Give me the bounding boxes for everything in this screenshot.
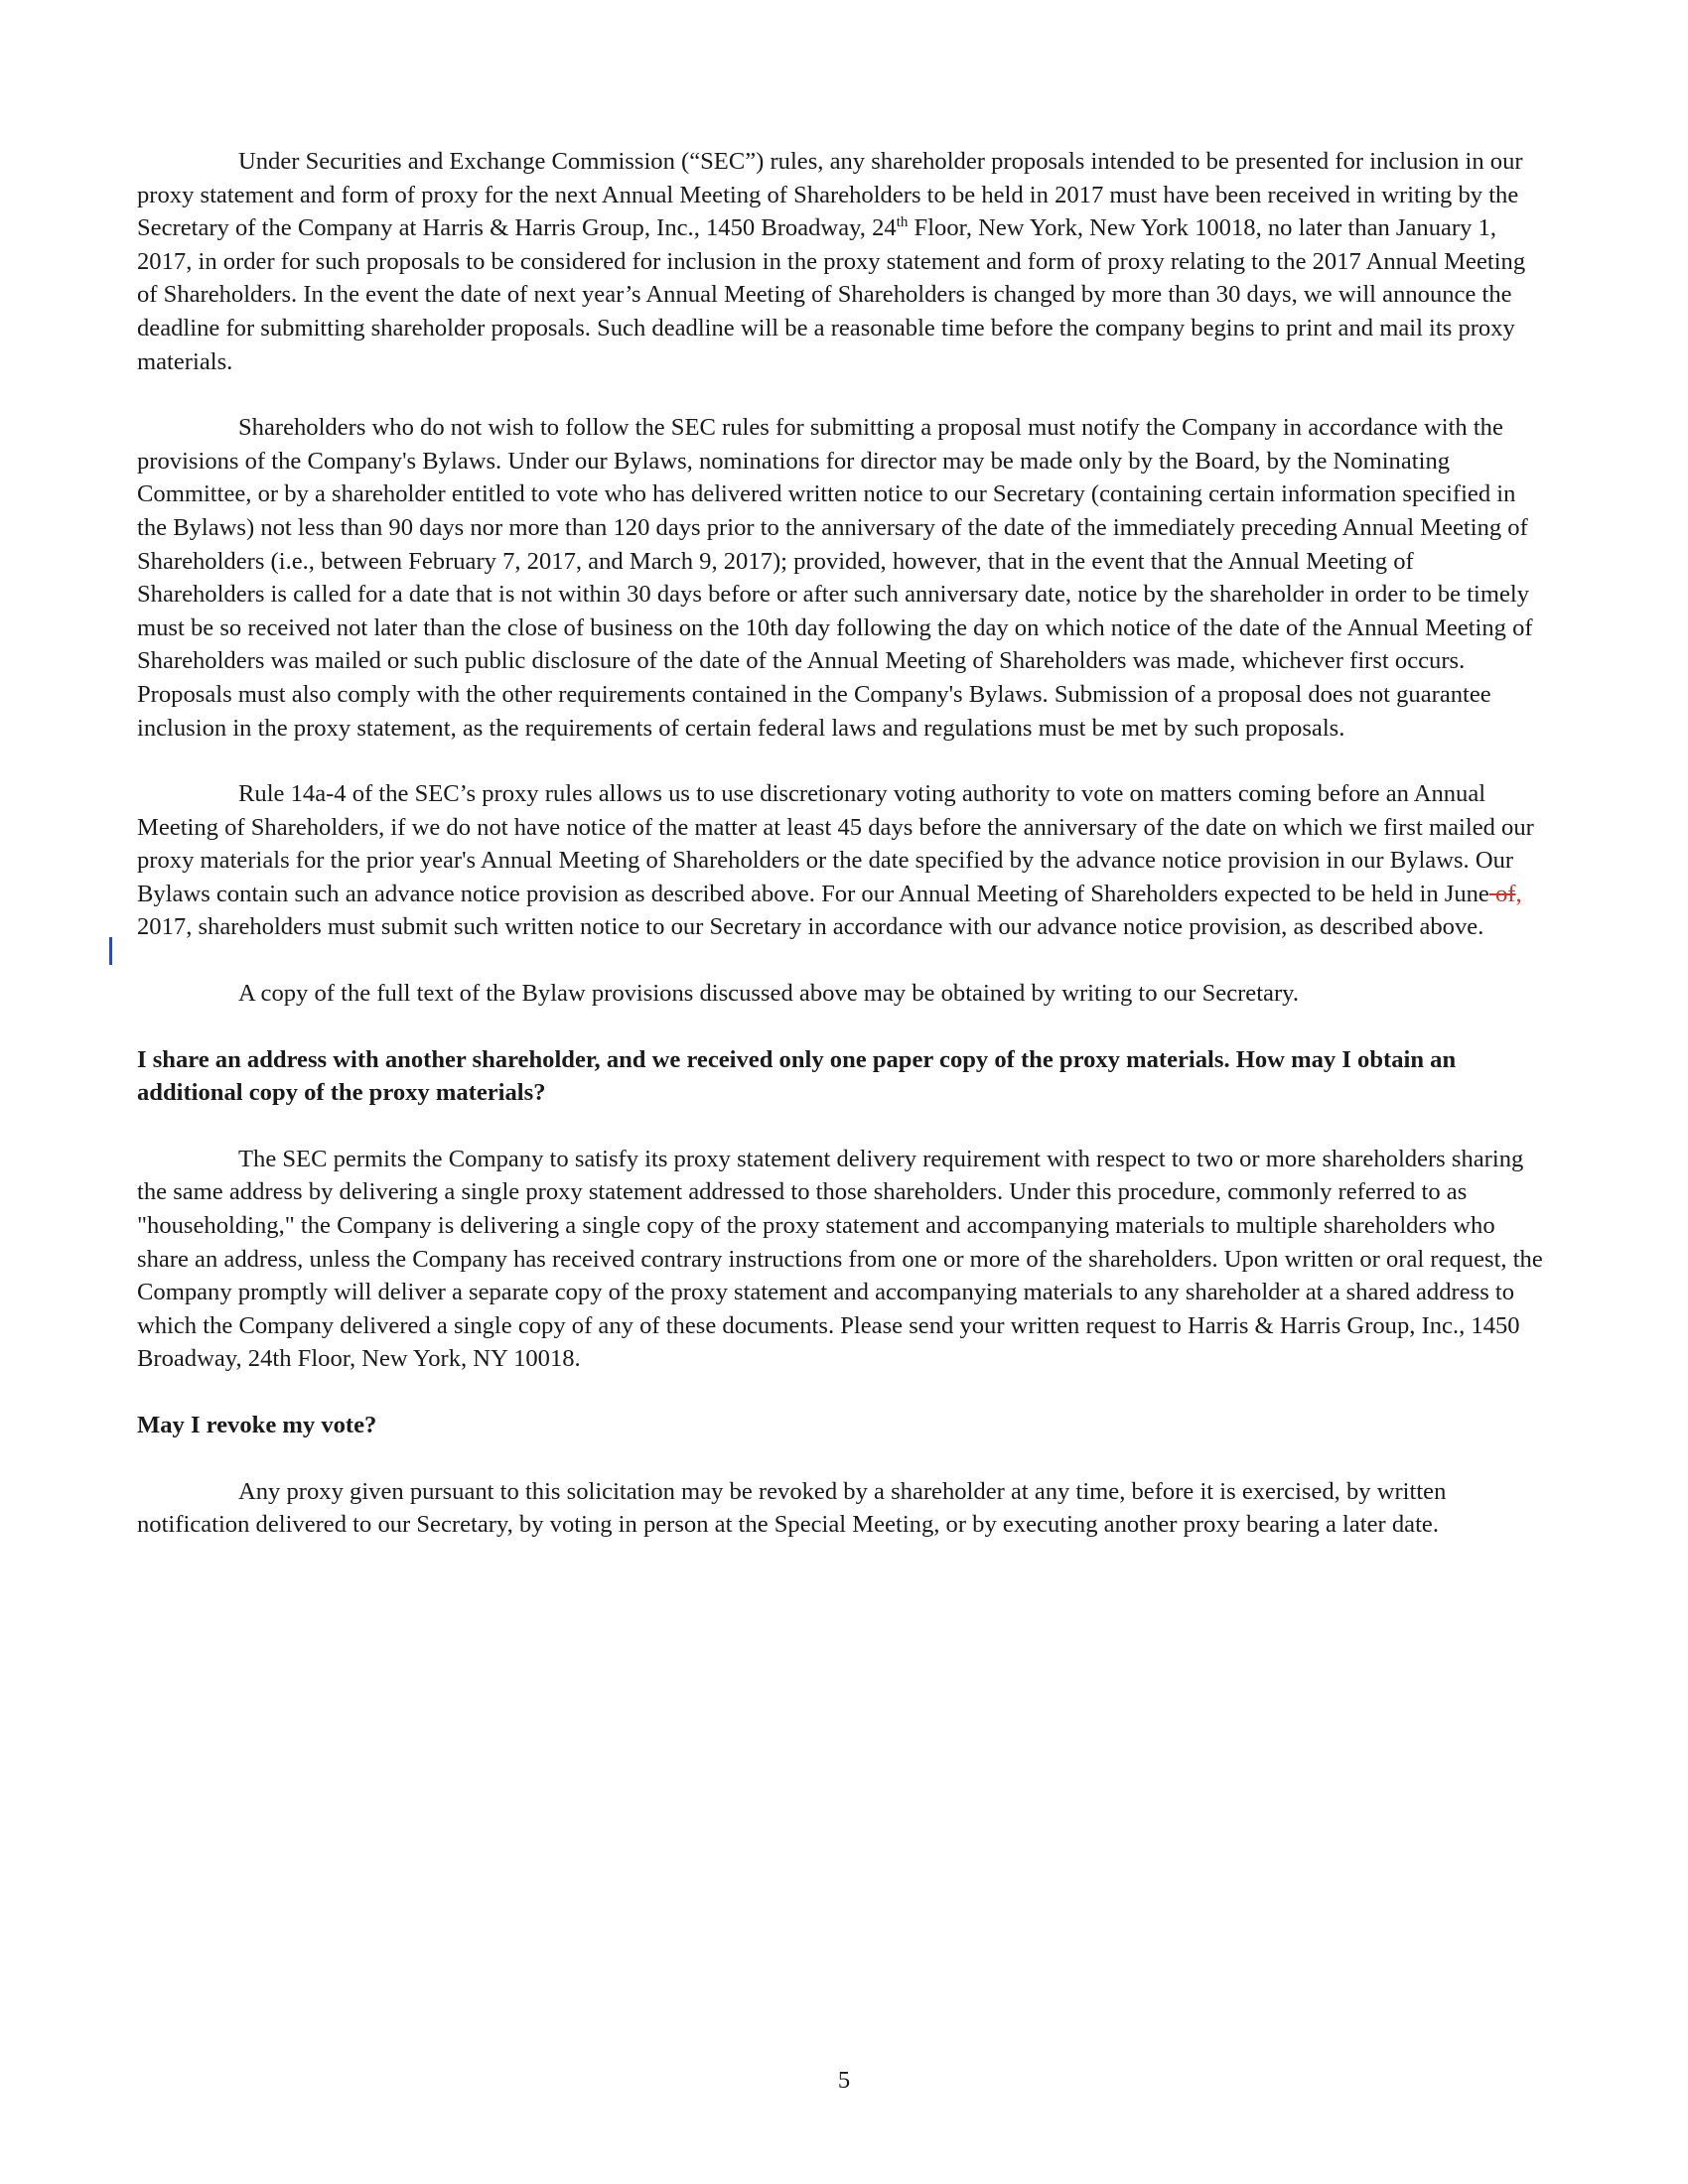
paragraph-bylaw-copy: A copy of the full text of the Bylaw provisions discussed above may be obtained by writing to our Secretary. (238, 980, 1300, 1008)
inserted-text: , (1515, 880, 1522, 907)
heading-revoke-question: May I revoke my vote? (137, 1412, 377, 1438)
ordinal-suffix: th (896, 214, 909, 230)
tracked-change-bar (109, 937, 112, 965)
paragraph-householding-answer: The SEC permits the Company to satisfy its proxy statement delivery requirement with respect to two or more shareholders sharing the same address by delivering a single proxy statement addressed to those shareholders. Under this procedure, commonly referred to as "householding," the Company is delivering a single copy of the proxy statement and accompanying materials to multiple shareholders who share an address, unless the Company has received contrary instructions from one or more of the shareholders. Upon written or oral request, the Company promptly will deliver a separate copy of the proxy statement and accompanying materials to any shareholder at a shared address to which the Company delivered a single copy of any of these documents. Please send your written request to Harris & Harris Group, Inc., 1450 Broadway, 24th Floor, New York, NY 10018. (137, 1145, 1543, 1373)
paragraph-text: Rule 14a-4 of the SEC’s proxy rules allows us to use discretionary voting authority to vote on matters coming before an Annual Meeting of Shareholders, if we do not have notice of the matter at least 45 days before the anniversary of the date on which we first mailed our proxy materials for the prior year's Annual Meeting of Shareholders or the date specified by the advance notice provision in our Bylaws. Our Bylaws contain such an advance notice provision as described above. For our Annual Meeting of Shareholders expected to be held in June (137, 780, 1534, 907)
paragraph-text: 2017, shareholders must submit such written notice to our Secretary in accordance with our advance notice provision, as described above. (137, 913, 1484, 941)
paragraph-text: Under Securities and Exchange Commission (“SEC”) rules, any shareholder proposals intended to be presented for inclusion in our proxy statement and form of proxy for the next Annual Meeting of Shareholders to be held in 2017 must have been received in writing by the Secretary of the Company at Harris & Harris Group, Inc., 1450 Broadway, 24 (137, 148, 1523, 242)
paragraph-bylaws-nominations: Shareholders who do not wish to follow the SEC rules for submitting a proposal must notify the Company in accordance with the provisions of the Company's Bylaws. Under our Bylaws, nominations for director may be made only by the Board, by the Nominating Committee, or by a shareholder entitled to vote who has delivered written notice to our Secretary (containing certain information specified in the Bylaws) not less than 90 days nor more than 120 days prior to the anniversary of the date of the immediately preceding Annual Meeting of Shareholders (i.e., between February 7, 2017, and March 9, 2017); provided, however, that in the event that the Annual Meeting of Shareholders is called for a date that is not within 30 days before or after such anniversary date, notice by the shareholder in order to be timely must be so received not later than the close of business on the 10th day following the day on which notice of the date of the Annual Meeting of Shareholders was mailed or such public disclosure of the date of the Annual Meeting of Shareholders was made, whichever first occurs. Proposals must also comply with the other requirements contained in the Company's Bylaws. Submission of a proposal does not guarantee inclusion in the proxy statement, as the requirements of certain federal laws and regulations must be met by such proposals. (137, 414, 1533, 742)
paragraph-text: Floor, New York, New York 10018, no later than January 1, 2017, in order for such proposals to be considered for inclusion in the proxy statement and form of proxy relating to the 2017 Annual Meeting of Shareholders. In the event the date of next year’s Annual Meeting of Shareholders is changed by more than 30 days, we will announce the deadline for submitting shareholder proposals. Such deadline will be a reasonable time before the company begins to print and mail its proxy materials. (137, 214, 1526, 375)
paragraph-sec-proposals (137, 145, 1547, 378)
paragraph-rule-14a-4 (137, 777, 1547, 944)
page-number: 5 (837, 2067, 851, 2094)
paragraph-revoke-answer: Any proxy given pursuant to this solicitation may be revoked by a shareholder at any time, before it is exercised, by written notification delivered to our Secretary, by voting in person at the Special Meeting, or by executing another proxy bearing a later date. (137, 1477, 1447, 1539)
deleted-text: of (1488, 880, 1516, 907)
document-page (137, 145, 1547, 1542)
heading-householding-question: I share an address with another shareholder, and we received only one paper copy of the proxy materials. How may I obtain an additional copy of the proxy materials? (137, 1045, 1457, 1107)
